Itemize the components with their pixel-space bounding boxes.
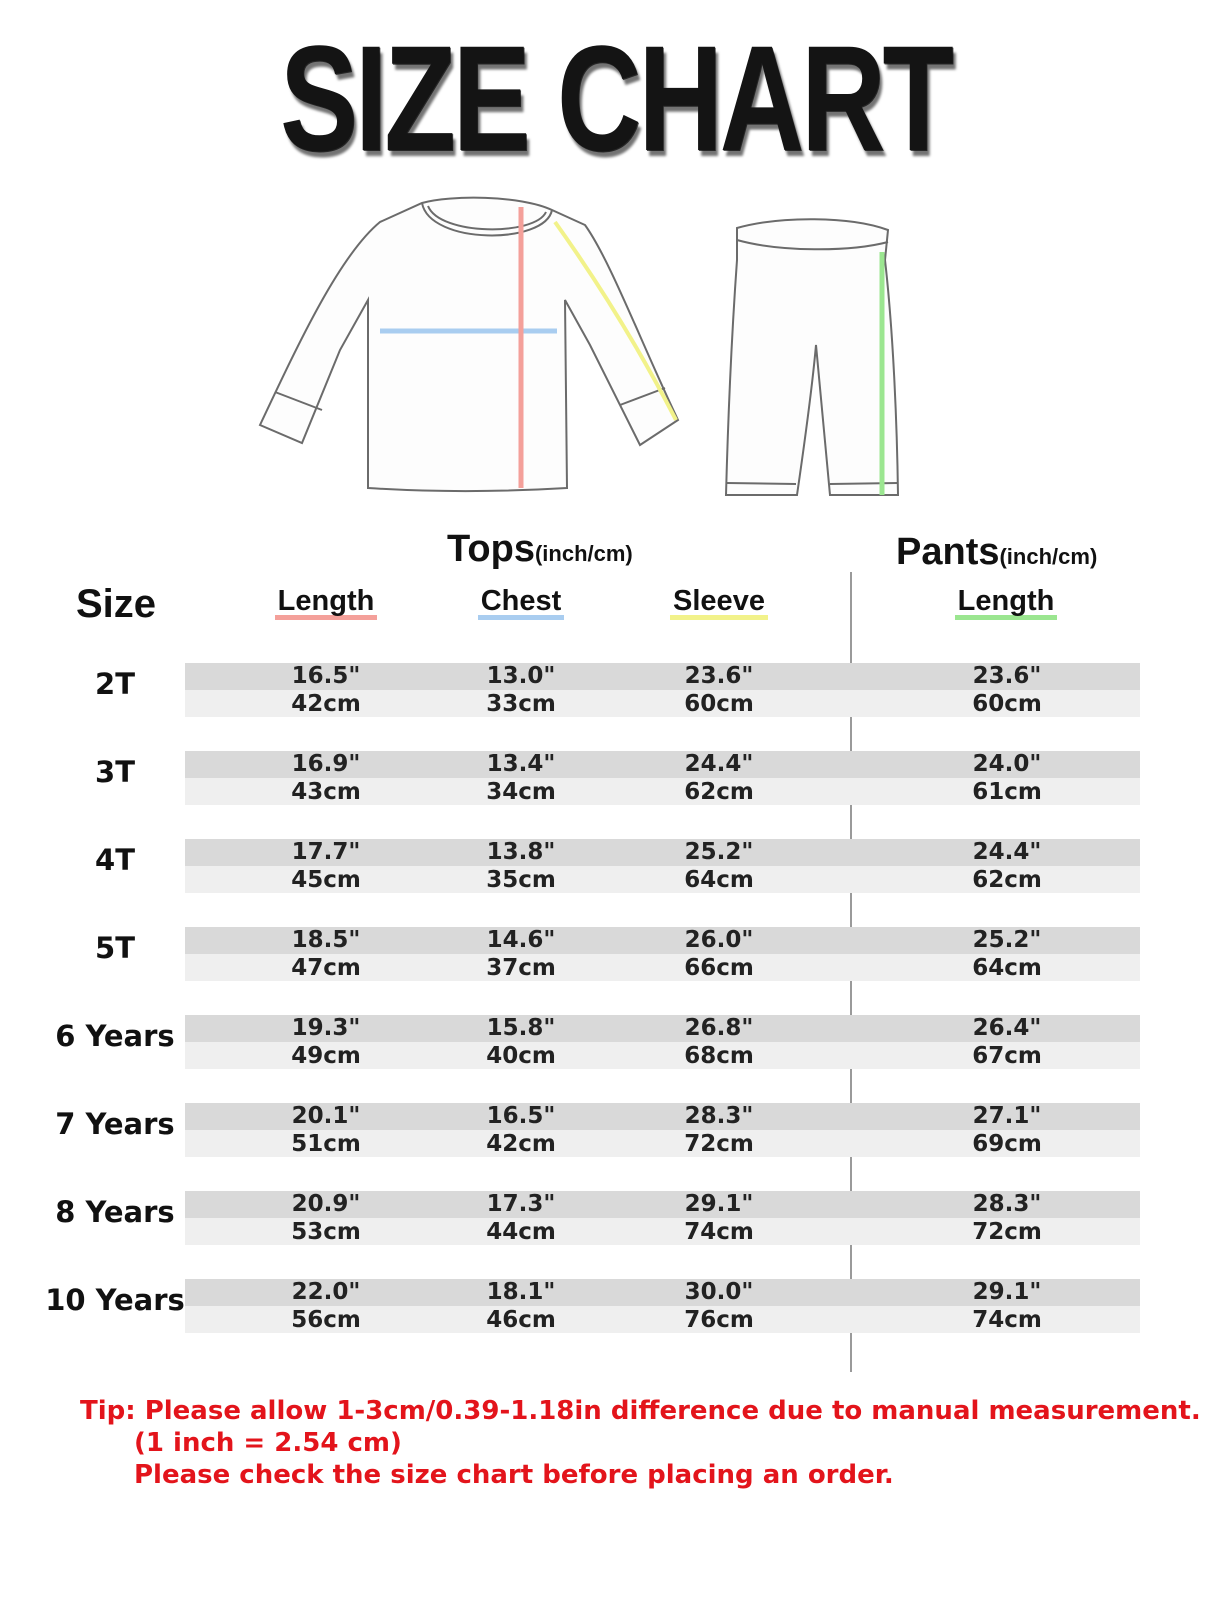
size-label: 8 Years: [55, 1195, 175, 1229]
table-cell-cm: 45cm: [291, 867, 361, 893]
table-cell-inch: 29.1": [972, 1279, 1042, 1305]
table-cell-cm: 56cm: [291, 1307, 361, 1333]
table-cell-cm: 53cm: [291, 1219, 361, 1245]
table-cell-cm: 66cm: [684, 955, 754, 981]
col-header-sleeve: [619, 585, 819, 620]
table-cell-inch: 16.9": [291, 751, 361, 777]
table-cell-cm: 74cm: [684, 1219, 754, 1245]
table-cell-inch: 24.0": [972, 751, 1042, 777]
col-header-label: Sleeve: [670, 587, 768, 620]
table-cell-inch: 25.2": [972, 927, 1042, 953]
table-cell-inch: 26.8": [684, 1015, 754, 1041]
table-cell-inch: 28.3": [972, 1191, 1042, 1217]
size-label: 6 Years: [55, 1019, 175, 1053]
table-cell-inch: 24.4": [972, 839, 1042, 865]
table-cell-inch: 29.1": [684, 1191, 754, 1217]
size-chart-title: SIZE CHART: [279, 14, 951, 182]
table-cell-cm: 67cm: [972, 1043, 1042, 1069]
tip-line-1: Tip: Please allow 1-3cm/0.39-1.18in difference due to manual measurement.: [80, 1396, 1201, 1426]
table-cell-cm: 35cm: [486, 867, 556, 893]
table-cell-cm: 34cm: [486, 779, 556, 805]
table-cell-inch: 13.0": [486, 663, 556, 689]
top-shirt-icon: [260, 198, 678, 491]
table-cell-cm: 69cm: [972, 1131, 1042, 1157]
col-header-label: Chest: [478, 587, 565, 620]
table-cell-cm: 40cm: [486, 1043, 556, 1069]
tip-line-3: Please check the size chart before placing an order.: [134, 1460, 894, 1490]
tops-label: Tops: [447, 528, 535, 570]
table-cell-cm: 33cm: [486, 691, 556, 717]
table-cell-inch: 18.5": [291, 927, 361, 953]
col-header-label: Length: [955, 587, 1058, 620]
table-cell-cm: 42cm: [291, 691, 361, 717]
table-cell-inch: 30.0": [684, 1279, 754, 1305]
table-cell-inch: 23.6": [684, 663, 754, 689]
table-cell-inch: 18.1": [486, 1279, 556, 1305]
table-cell-cm: 44cm: [486, 1219, 556, 1245]
table-cell-cm: 74cm: [972, 1307, 1042, 1333]
table-cell-inch: 26.4": [972, 1015, 1042, 1041]
table-cell-inch: 24.4": [684, 751, 754, 777]
table-cell-inch: 20.1": [291, 1103, 361, 1129]
table-cell-inch: 19.3": [291, 1015, 361, 1041]
table-cell-cm: 51cm: [291, 1131, 361, 1157]
tip-line-2: (1 inch = 2.54 cm): [134, 1428, 402, 1458]
table-cell-cm: 49cm: [291, 1043, 361, 1069]
pants-unit: (inch/cm): [999, 544, 1098, 569]
table-cell-cm: 61cm: [972, 779, 1042, 805]
table-cell-cm: 62cm: [972, 867, 1042, 893]
table-cell-cm: 72cm: [972, 1219, 1042, 1245]
table-cell-cm: 72cm: [684, 1131, 754, 1157]
table-cell-inch: 28.3": [684, 1103, 754, 1129]
table-cell-cm: 64cm: [972, 955, 1042, 981]
size-label: 3T: [95, 755, 135, 789]
size-label: 7 Years: [55, 1107, 175, 1141]
table-cell-inch: 20.9": [291, 1191, 361, 1217]
table-cell-cm: 37cm: [486, 955, 556, 981]
table-cell-inch: 22.0": [291, 1279, 361, 1305]
table-cell-inch: 15.8": [486, 1015, 556, 1041]
table-cell-inch: 17.7": [291, 839, 361, 865]
table-cell-inch: 13.4": [486, 751, 556, 777]
col-header-label: Length: [275, 587, 378, 620]
table-cell-cm: 76cm: [684, 1307, 754, 1333]
table-cell-inch: 16.5": [486, 1103, 556, 1129]
size-label: 5T: [95, 931, 135, 965]
tops-header: [447, 528, 633, 571]
table-cell-inch: 16.5": [291, 663, 361, 689]
table-cell-inch: 26.0": [684, 927, 754, 953]
table-cell-inch: 17.3": [486, 1191, 556, 1217]
garment-illustration: [0, 0, 1231, 520]
col-header-chest: [421, 585, 621, 620]
table-cell-inch: 23.6": [972, 663, 1042, 689]
pants-header: [896, 531, 1097, 574]
table-cell-cm: 43cm: [291, 779, 361, 805]
size-column-header: Size: [76, 582, 157, 626]
pants-icon: [726, 219, 898, 495]
size-label: 4T: [95, 843, 135, 877]
col-header-length: [226, 585, 426, 620]
table-cell-cm: 64cm: [684, 867, 754, 893]
size-label: 10 Years: [45, 1283, 185, 1317]
table-cell-cm: 62cm: [684, 779, 754, 805]
pants-label: Pants: [896, 531, 1000, 573]
size-label: 2T: [95, 667, 135, 701]
table-cell-inch: 25.2": [684, 839, 754, 865]
table-cell-inch: 27.1": [972, 1103, 1042, 1129]
col-header-pants-length: [906, 585, 1106, 620]
table-cell-inch: 13.8": [486, 839, 556, 865]
table-cell-cm: 47cm: [291, 955, 361, 981]
tops-unit: (inch/cm): [534, 541, 633, 566]
table-cell-cm: 60cm: [684, 691, 754, 717]
table-cell-cm: 60cm: [972, 691, 1042, 717]
table-cell-cm: 68cm: [684, 1043, 754, 1069]
table-cell-inch: 14.6": [486, 927, 556, 953]
table-cell-cm: 46cm: [486, 1307, 556, 1333]
table-cell-cm: 42cm: [486, 1131, 556, 1157]
